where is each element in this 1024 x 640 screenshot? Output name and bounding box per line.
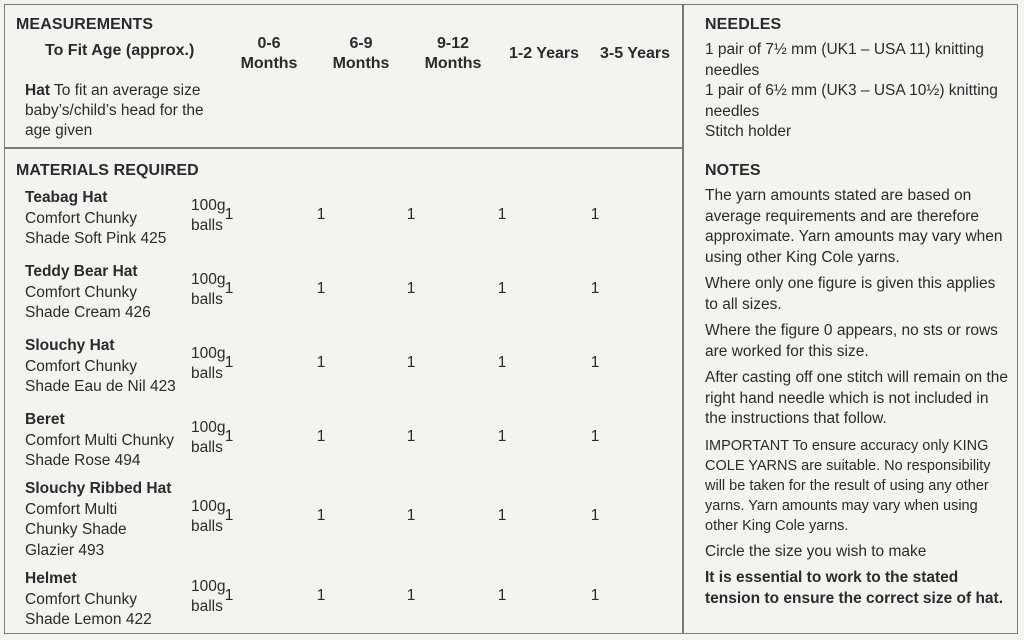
- material-name: Teabag Hat Comfort Chunky Shade Soft Pink 425: [25, 189, 167, 247]
- material-quantity: 1: [406, 280, 416, 297]
- material-quantity: 1: [406, 206, 416, 223]
- left-panel: [5, 5, 682, 633]
- notes-title: NOTES: [705, 162, 761, 179]
- needle-line: Stitch holder: [705, 123, 792, 140]
- material-quantity: 1: [316, 507, 326, 524]
- material-quantity: 1: [406, 428, 416, 445]
- note-item: Where the figure 0 appears, no sts or rows are worked for this size.: [705, 322, 998, 360]
- material-unit: 100g balls: [191, 345, 226, 382]
- material-quantity: 1: [590, 206, 600, 223]
- material-quantity: 1: [497, 507, 507, 524]
- needle-line: 1 pair of 7½ mm (UK1 – USA 11) knitting needles: [705, 41, 984, 79]
- note-item: The yarn amounts stated are based on average requirements and are therefore approximate. Yarn amounts may vary when using other King Cole yarns.: [705, 187, 1003, 266]
- materials-title: MATERIALS REQUIRED: [16, 162, 199, 179]
- material-quantity: 1: [316, 428, 326, 445]
- needles-list: [705, 40, 1010, 143]
- material-name: Teddy Bear Hat Comfort Chunky Shade Cream 426: [25, 263, 151, 321]
- size-header-2: 6-9 Months: [332, 35, 390, 72]
- material-quantity: 1: [224, 280, 234, 297]
- material-quantity: 1: [497, 280, 507, 297]
- material-quantity: 1: [406, 507, 416, 524]
- material-unit: 100g balls: [191, 578, 226, 615]
- size-header-1: 0-6 Months: [240, 35, 298, 72]
- size-header-5: 3-5 Years: [600, 45, 670, 62]
- material-quantity: 1: [497, 206, 507, 223]
- material-row: [5, 262, 682, 332]
- material-quantity: 1: [224, 206, 234, 223]
- material-quantity: 1: [406, 587, 416, 604]
- right-panel: [684, 5, 1017, 633]
- material-quantity: 1: [316, 280, 326, 297]
- material-quantity: 1: [497, 587, 507, 604]
- note-item: After casting off one stitch will remain on the right hand needle which is not included in the instructions that follow.: [705, 369, 1008, 427]
- material-name: Slouchy Hat Comfort Chunky Shade Eau de Nil 423: [25, 337, 176, 395]
- material-quantity: 1: [316, 354, 326, 371]
- material-quantity: 1: [224, 428, 234, 445]
- material-row: [5, 569, 682, 639]
- needles-title: NEEDLES: [705, 16, 782, 33]
- material-quantity: 1: [224, 587, 234, 604]
- material-row: [5, 188, 682, 258]
- material-quantity: 1: [590, 354, 600, 371]
- note-tension: It is essential to work to the stated tension to ensure the correct size of hat.: [705, 569, 1004, 607]
- material-unit: 100g balls: [191, 197, 226, 234]
- note-item: Circle the size you wish to make: [705, 542, 927, 560]
- material-quantity: 1: [316, 206, 326, 223]
- size-header-3: 9-12 Months: [424, 35, 482, 72]
- material-quantity: 1: [590, 428, 600, 445]
- note-item: Where only one figure is given this applies to all sizes.: [705, 275, 996, 313]
- material-unit: 100g balls: [191, 498, 226, 535]
- material-quantity: 1: [497, 428, 507, 445]
- notes-list: [705, 186, 1010, 615]
- material-quantity: 1: [224, 354, 234, 371]
- needle-line: 1 pair of 6½ mm (UK3 – USA 10½) knitting needles: [705, 82, 998, 120]
- material-unit: 100g balls: [191, 271, 226, 308]
- size-header-4: 1-2 Years: [509, 45, 579, 62]
- material-quantity: 1: [590, 587, 600, 604]
- material-name: Slouchy Ribbed Hat Comfort Multi Chunky Shade Glazier 493: [25, 480, 172, 559]
- material-quantity: 1: [590, 507, 600, 524]
- pattern-sheet: [4, 4, 1018, 634]
- material-row: [5, 410, 682, 480]
- material-name: Helmet Comfort Chunky Shade Lemon 422: [25, 570, 152, 628]
- material-row: [5, 336, 682, 406]
- material-quantity: 1: [224, 507, 234, 524]
- material-unit: 100g balls: [191, 419, 226, 456]
- material-quantity: 1: [316, 587, 326, 604]
- hat-description: Hat To fit an average size baby’s/child’s head for the age given: [25, 82, 204, 139]
- material-quantity: 1: [590, 280, 600, 297]
- material-quantity: 1: [497, 354, 507, 371]
- material-row: [5, 479, 682, 559]
- material-name: Beret Comfort Multi Chunky Shade Rose 494: [25, 411, 175, 469]
- fit-age-label: To Fit Age (approx.): [45, 42, 195, 59]
- material-quantity: 1: [406, 354, 416, 371]
- measurements-title: MEASUREMENTS: [16, 16, 154, 33]
- note-important: IMPORTANT To ensure accuracy only KING COLE YARNS are suitable. No responsibility will be taken for the result of using any other yarns. Yarn amounts may vary when using other King Cole yarns.: [705, 437, 991, 534]
